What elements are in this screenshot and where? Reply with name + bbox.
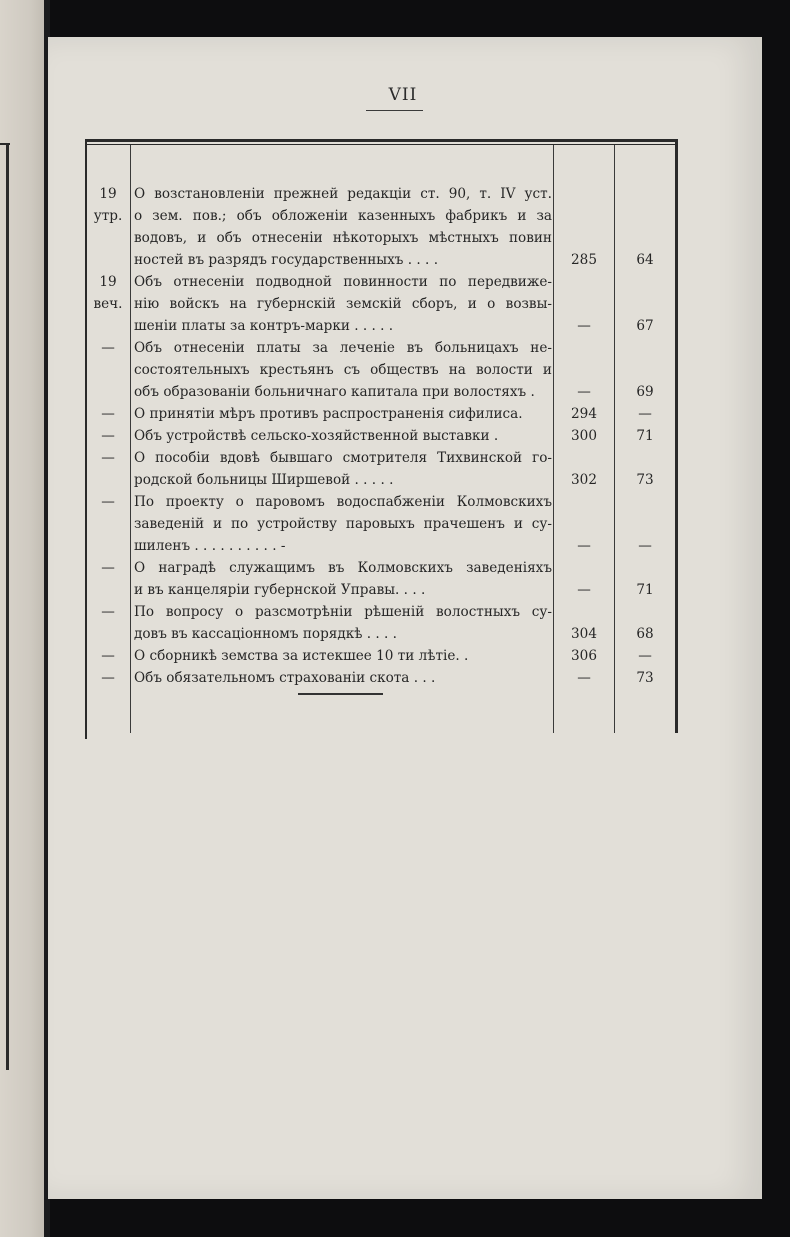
- entry-text: родской больницы Ширшевой . . . . .: [134, 472, 394, 488]
- table-entry: [86, 557, 676, 601]
- entry-page-ref: 304: [571, 626, 597, 642]
- table-entry: [86, 447, 676, 491]
- entry-line: [86, 359, 676, 381]
- entry-line: [86, 557, 676, 579]
- entry-text: О принятіи мѣръ противъ распространенія сифилиса.: [134, 406, 523, 422]
- entry-line: [86, 293, 676, 315]
- entry-line: [86, 403, 676, 425]
- entry-date: —: [101, 648, 115, 664]
- entry-text: ностей въ разрядъ государственныхъ . . . .: [134, 252, 439, 268]
- table-entry: [86, 491, 676, 557]
- entry-line: [86, 601, 676, 623]
- entry-line: [86, 491, 676, 513]
- page-number-underline: [366, 110, 423, 111]
- entry-number: —: [638, 406, 652, 422]
- entry-line: [86, 469, 676, 491]
- entry-page-ref: —: [577, 318, 591, 334]
- entry-page-ref: —: [577, 538, 591, 554]
- table-top-border-thin: [85, 144, 678, 145]
- entry-date: утр.: [93, 208, 123, 224]
- end-rule: [298, 693, 383, 695]
- entry-number: 73: [636, 670, 654, 686]
- entry-text: состоятельныхъ крестьянъ съ обществъ на волости и: [134, 362, 552, 378]
- entry-line: [86, 667, 676, 689]
- entry-line: [86, 623, 676, 645]
- entry-page-ref: 300: [571, 428, 597, 444]
- entry-date: —: [101, 450, 115, 466]
- entry-text: водовъ, и объ отнесеніи нѣкоторыхъ мѣстныхъ повин: [134, 230, 552, 246]
- table-entry: [86, 601, 676, 645]
- table-entry: [86, 183, 676, 271]
- entry-line: [86, 183, 676, 205]
- entry-line: [86, 425, 676, 447]
- entry-line: [86, 315, 676, 337]
- entry-text: О возстановленіи прежней редакціи ст. 90, т. IV уст.: [134, 186, 552, 202]
- entry-date: —: [101, 406, 115, 422]
- entry-date: 19: [99, 186, 117, 202]
- entry-date: —: [101, 428, 115, 444]
- entry-page-ref: —: [577, 670, 591, 686]
- entry-number: 73: [636, 472, 654, 488]
- table-entry: [86, 425, 676, 447]
- entry-number: 68: [636, 626, 654, 642]
- entry-number: 71: [636, 428, 654, 444]
- entry-number: —: [638, 648, 652, 664]
- page-number: VII: [388, 85, 418, 105]
- table-entry: [86, 403, 676, 425]
- entry-page-ref: 302: [571, 472, 597, 488]
- entry-date: —: [101, 494, 115, 510]
- entry-text: О пособіи вдовѣ бывшаго смотрителя Тихвинской го-: [134, 450, 552, 466]
- entry-date: —: [101, 670, 115, 686]
- entry-page-ref: 294: [571, 406, 597, 422]
- entry-line: [86, 227, 676, 249]
- previous-page-table-border: [6, 145, 9, 1070]
- entry-line: [86, 579, 676, 601]
- entry-date: —: [101, 560, 115, 576]
- entry-date: 19: [99, 274, 117, 290]
- entry-line: [86, 381, 676, 403]
- entry-page-ref: 306: [571, 648, 597, 664]
- table-top-border: [85, 139, 678, 142]
- entry-line: [86, 535, 676, 557]
- entry-line: [86, 337, 676, 359]
- entry-text: Объ отнесеніи подводной повинности по передвиже-: [134, 274, 552, 290]
- entry-text: Объ отнесеніи платы за леченіе въ больницахъ не-: [134, 340, 552, 356]
- entry-number: 69: [636, 384, 654, 400]
- document-page: [48, 37, 762, 1199]
- entry-date: веч.: [93, 296, 123, 312]
- entry-number: —: [638, 538, 652, 554]
- table-entry: [86, 667, 676, 689]
- entry-text: По вопросу о разсмотрѣніи рѣшеній волостныхъ су-: [134, 604, 552, 620]
- entry-text: и въ канцеляріи губернской Управы. . . .: [134, 582, 426, 598]
- entry-date: —: [101, 604, 115, 620]
- entry-number: 71: [636, 582, 654, 598]
- entry-text: Объ обязательномъ страхованіи скота . . .: [134, 670, 436, 686]
- entry-text: Объ устройствѣ сельско-хозяйственной выставки .: [134, 428, 499, 444]
- entry-text: О сборникѣ земства за истекшее 10 ти лѣтіе. .: [134, 648, 469, 664]
- entry-page-ref: —: [577, 582, 591, 598]
- entry-text: довъ въ кассаціонномъ порядкѣ . . . .: [134, 626, 398, 642]
- previous-page-edge: [0, 0, 50, 1237]
- entry-page-ref: —: [577, 384, 591, 400]
- entry-line: [86, 447, 676, 469]
- entry-text: нію войскъ на губернскій земскій сборъ, и о возвы-: [134, 296, 552, 312]
- entry-line: [86, 271, 676, 293]
- entry-text: О наградѣ служащимъ въ Колмовскихъ заведеніяхъ: [134, 560, 552, 576]
- entry-line: [86, 205, 676, 227]
- table-entry: [86, 337, 676, 403]
- table-entry: [86, 271, 676, 337]
- entry-text: По проекту о паровомъ водоспабженіи Колмовскихъ: [134, 494, 552, 510]
- entry-text: объ образованіи больничнаго капитала при волостяхъ .: [134, 384, 535, 400]
- entry-line: [86, 513, 676, 535]
- contents-table: [86, 183, 676, 689]
- entry-number: 64: [636, 252, 654, 268]
- entry-text: шиленъ . . . . . . . . . . -: [134, 538, 286, 554]
- table-entry: [86, 645, 676, 667]
- entry-page-ref: 285: [571, 252, 597, 268]
- entry-line: [86, 645, 676, 667]
- entry-date: —: [101, 340, 115, 356]
- entry-line: [86, 249, 676, 271]
- entry-text: шеніи платы за контръ-марки . . . . .: [134, 318, 394, 334]
- entry-text: заведеній и по устройству паровыхъ прачешенъ и су-: [134, 516, 552, 532]
- entry-number: 67: [636, 318, 654, 334]
- entry-text: о зем. пов.; объ обложеніи казенныхъ фабрикъ и за: [134, 208, 552, 224]
